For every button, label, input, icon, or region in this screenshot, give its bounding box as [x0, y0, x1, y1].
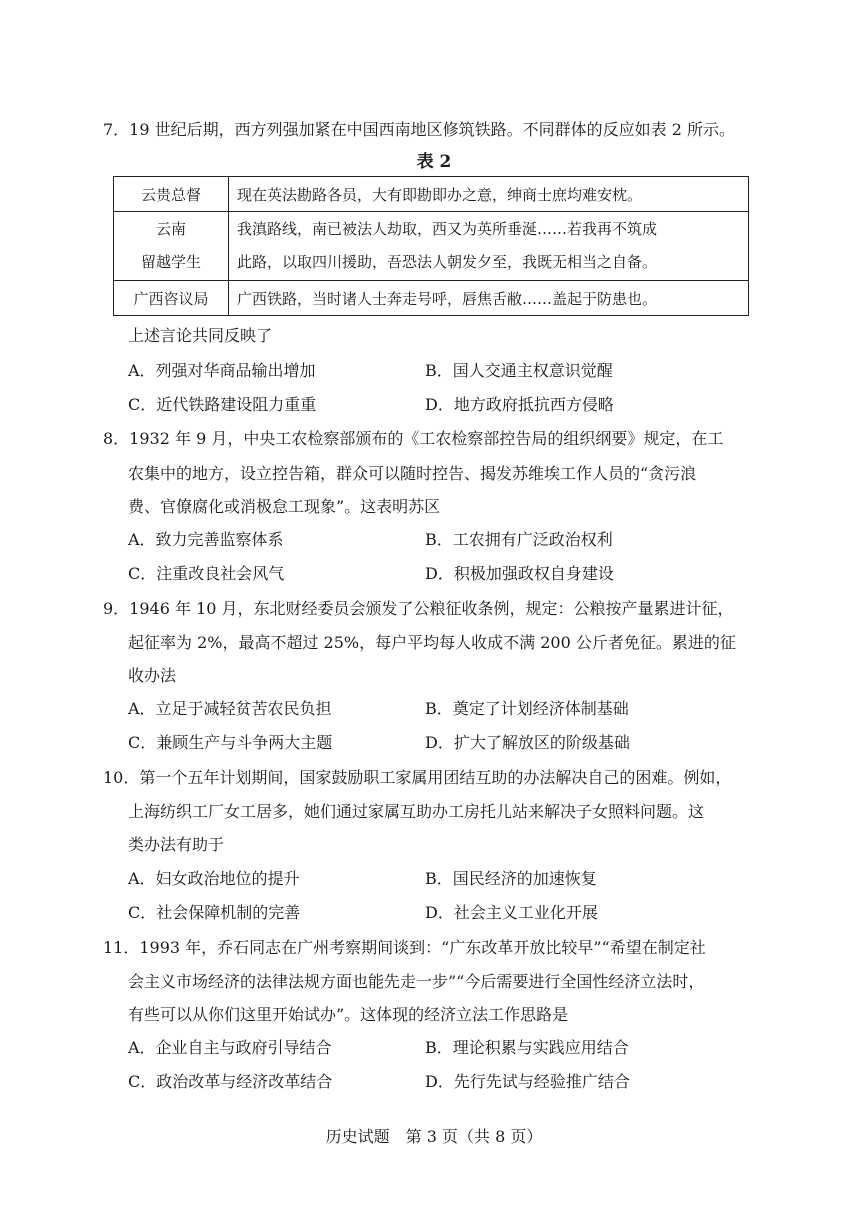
table-row: [114, 212, 749, 281]
q8-stem-line1: 8．1932 年 9 月，中央工农检察部颁布的《工农检察部控告局的组织纲要》规定，在工: [103, 429, 724, 448]
q10-option-c: C．社会保障机制的完善: [128, 903, 301, 922]
q9-stem-line2: 起征率为 2%，最高不超过 25%，每户平均每人收成不满 200 公斤者免征。累进的征: [128, 633, 736, 652]
q11-stem-line3: 有些可以从你们这里开始试办”。这体现的经济立法工作思路是: [128, 1005, 569, 1024]
table-key-cell: [114, 212, 229, 281]
q9-option-d: D．扩大了解放区的阶级基础: [425, 733, 630, 752]
q8-option-b: B．工农拥有广泛政治权利: [425, 530, 613, 549]
table-key-line: 云南: [155, 220, 186, 238]
table-2-title: 表 2: [416, 152, 452, 172]
q10-option-a: A．妇女政治地位的提升: [128, 869, 300, 888]
q7-option-a: A．列强对华商品输出增加: [128, 361, 316, 380]
q8-stem-line3: 费、官僚腐化或消极怠工现象”。这表明苏区: [128, 497, 441, 516]
q9-option-b: B．奠定了计划经济体制基础: [425, 699, 629, 718]
q7-question: 上述言论共同反映了: [128, 326, 273, 345]
q11-stem-line2: 会主义市场经济的法律法规方面也能先走一步”“今后需要进行全国性经济立法时，: [128, 972, 705, 991]
q7-option-c: C．近代铁路建设阻力重重: [128, 395, 317, 414]
q8-stem-line2: 农集中的地方，设立控告箱，群众可以随时控告、揭发苏维埃工作人员的“贪污浪: [128, 464, 697, 483]
q10-option-d: D．社会主义工业化开展: [425, 903, 598, 922]
q10-stem-line3: 类办法有助于: [128, 835, 225, 854]
q8-option-c: C．注重改良社会风气: [128, 564, 285, 583]
q8-option-d: D．积极加强政权自身建设: [425, 564, 614, 583]
table-row: [114, 177, 749, 212]
q11-option-a: A．企业自主与政府引导结合: [128, 1038, 332, 1057]
q7-stem-line1: 7．19 世纪后期，西方列强加紧在中国西南地区修筑铁路。不同群体的反应如表 2 所示。: [103, 120, 735, 139]
q9-stem-line1: 9．1946 年 10 月，东北财经委员会颁发了公粮征收条例，规定：公粮按产量累进计征，: [103, 599, 734, 618]
q10-stem-line2: 上海纺织工厂女工居多，她们通过家属互助办工房托儿站来解决子女照料问题。这: [128, 802, 705, 821]
table-key-cell: 云贵总督: [114, 177, 229, 212]
q10-option-b: B．国民经济的加速恢复: [425, 869, 597, 888]
q11-option-d: D．先行先试与经验推广结合: [425, 1072, 630, 1091]
q10-stem-line1: 10．第一个五年计划期间，国家鼓励职工家属用团结互助的办法解决自己的困难。例如，: [103, 768, 732, 787]
table-text-line: 此路，以取四川援助，吾恐法人朝发夕至，我既无相当之自备。: [237, 253, 658, 271]
table-row: [114, 281, 749, 316]
q11-stem-line1: 11．1993 年，乔石同志在广州考察期间谈到：“广东改革开放比较早”“希望在制定社: [103, 938, 706, 957]
q11-option-b: B．理论积累与实践应用结合: [425, 1038, 629, 1057]
q8-option-a: A．致力完善监察体系: [128, 530, 284, 549]
table-key-line: 留越学生: [140, 253, 201, 271]
table-text-line: 我滇路线，南已被法人劫取，西又为英所垂涎……若我再不筑成: [237, 220, 658, 238]
table-key-cell: 广西咨议局: [114, 281, 229, 316]
q11-option-c: C．政治改革与经济改革结合: [128, 1072, 333, 1091]
q9-stem-line3: 收办法: [128, 666, 177, 685]
page-footer: 历史试题 第 3 页（共 8 页）: [325, 1127, 543, 1146]
table-2: [113, 176, 749, 316]
table-text-cell: 广西铁路，当时诸人士奔走号呼，唇焦舌敝……盖起于防患也。: [229, 281, 749, 316]
table-text-cell: 现在英法勘路各员，大有即勘即办之意，绅商士庶均难安枕。: [229, 177, 749, 212]
q7-option-d: D．地方政府抵抗西方侵略: [425, 395, 614, 414]
table-text-cell: [229, 212, 749, 281]
q9-option-a: A．立足于减轻贫苦农民负担: [128, 699, 332, 718]
q9-option-c: C．兼顾生产与斗争两大主题: [128, 733, 333, 752]
q7-option-b: B．国人交通主权意识觉醒: [425, 361, 613, 380]
